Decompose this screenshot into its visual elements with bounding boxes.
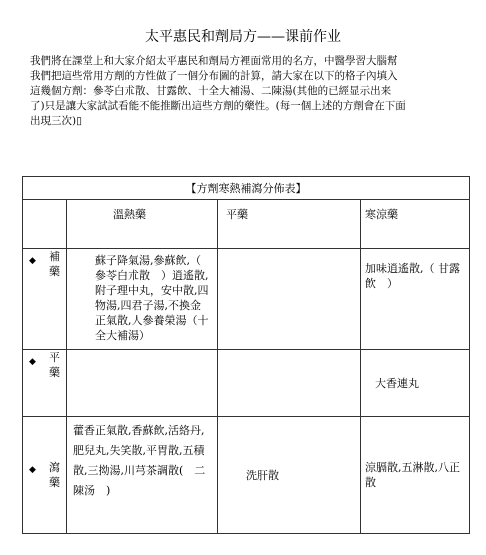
cell-text: 大香連丸 (375, 376, 419, 390)
diamond-bullet-icon: ◆ (29, 357, 36, 367)
table-caption: 【方劑寒熱補瀉分佈表】 (23, 177, 470, 200)
cell-text: 涼膈散,五淋散,八正散 (365, 461, 460, 489)
cell-purge-neutral (218, 417, 361, 534)
intro-line: 出現三次)▯ (30, 115, 82, 127)
header-label: 平藥 (226, 208, 248, 221)
header-neutral (218, 200, 361, 249)
intro-line: 這幾個方劑：參苓白朮散、甘露飲、十全大補湯、二陳湯(其他的已經显示出来 (30, 85, 392, 97)
cell-text: 加味逍遙散,（ 甘露飲 ） (365, 262, 460, 290)
cell-text: 洗肝散 (246, 468, 279, 482)
row-label-tonic (23, 249, 67, 350)
intro-line: 了)只是讓大家試試看能不能推斷出這些方劑的藥性。(每一個上述的方劑會在下面 (30, 100, 406, 112)
cell-text: 藿香正氣散,香蘇飲,活絡丹,肥兒丸,失笑散,平胃散,五積散,三拗湯,川芎茶調散( 二陳汤 ) (73, 424, 206, 497)
header-cold (361, 200, 470, 249)
row-label-purge (23, 417, 67, 534)
cell-neutral-warm (67, 350, 218, 417)
cell-purge-warm (67, 417, 218, 534)
cell-text (218, 249, 360, 257)
cell-text: 蘇子降氣湯,參蘇飲,（ 參苓白朮散 ）逍遙散,附子理中丸，安中散,四物湯,四君子湯,不換金正氣散,人參養榮湯（十全大補湯） (95, 254, 212, 342)
corner-cell (23, 200, 67, 249)
page-title: 太平惠民和劑局方——课前作业 (145, 29, 341, 45)
cell-purge-cold (361, 417, 470, 534)
cell-neutral-neutral (218, 350, 361, 417)
intro-paragraph (30, 54, 450, 129)
cell-tonic-neutral (218, 249, 361, 350)
row-label-text: 平藥 (49, 351, 60, 379)
diamond-bullet-icon: ◆ (29, 256, 36, 266)
cell-tonic-warm (67, 249, 218, 350)
header-warm (67, 200, 218, 249)
cell-text (218, 350, 360, 358)
header-label: 溫熱藥 (113, 208, 146, 221)
header-label: 寒涼藥 (365, 208, 398, 221)
intro-line: 我們把這些常用方劑的方性做了一個分布圖的計算，請大家在以下的格子內填入 (30, 70, 398, 82)
cell-neutral-cold (361, 350, 470, 417)
cell-text (67, 350, 217, 358)
intro-line: 我們將在課堂上和大家介紹太平惠民和劑局方裡面常用的名方，中醫學習大腦幫 (30, 55, 398, 67)
formula-distribution-table (22, 176, 470, 534)
row-label-text: 補藥 (49, 250, 60, 278)
diamond-bullet-icon: ◆ (29, 465, 36, 475)
row-label-text: 瀉藥 (49, 461, 60, 489)
cell-tonic-cold (361, 249, 470, 350)
row-label-neutral (23, 350, 67, 417)
